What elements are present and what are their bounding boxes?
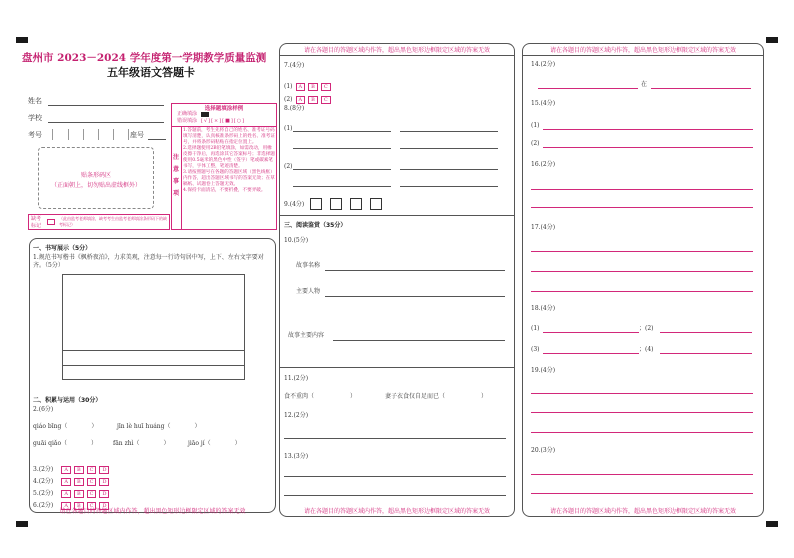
choice-option[interactable]: B	[74, 502, 84, 510]
answer-line[interactable]	[531, 432, 753, 433]
answer-line[interactable]	[293, 169, 391, 170]
choice-option[interactable]: C	[87, 478, 97, 486]
story-name-label: 故事名称	[296, 262, 321, 269]
choice-option[interactable]: C	[321, 96, 331, 104]
q14-label: 14.(2分)	[531, 61, 556, 68]
exam-number-field[interactable]	[52, 129, 128, 140]
choice-option[interactable]: D	[99, 466, 109, 474]
pinyin-item[interactable]: jīn lè huī huáng（ ）	[117, 423, 201, 430]
q18-sub-label: (3)	[531, 346, 540, 353]
choice-option[interactable]: B	[74, 490, 84, 498]
question-label: (2)	[284, 96, 293, 103]
barcode-title: 贴条形码区	[80, 172, 111, 179]
correct-fill-sample	[201, 112, 209, 117]
q12-label: 12.(2分)	[284, 412, 309, 419]
q15-sub-label: (2)	[531, 140, 540, 147]
answer-line[interactable]	[293, 186, 391, 187]
answer-line[interactable]	[660, 353, 752, 354]
answer-line[interactable]	[531, 393, 753, 394]
q2-label: 2.(6分)	[33, 406, 54, 413]
barcode-area	[38, 147, 154, 209]
answer-line[interactable]	[531, 474, 753, 475]
q18-sub-label: ；(4)	[639, 346, 654, 353]
answer-line[interactable]	[531, 412, 753, 413]
choice-option[interactable]: B	[74, 466, 84, 474]
calligraphy-grid[interactable]	[62, 274, 245, 380]
q15-sub-label: (1)	[531, 122, 540, 129]
timing-mark	[16, 37, 28, 43]
answer-line[interactable]	[400, 186, 498, 187]
answer-line[interactable]	[531, 271, 753, 272]
notice-side-divider	[181, 126, 182, 230]
q8-sub-label: (2)	[284, 163, 293, 170]
choice-option[interactable]: A	[296, 83, 306, 91]
header-divider	[279, 55, 515, 56]
answer-line[interactable]	[325, 270, 505, 271]
seat-label: 座号	[130, 131, 144, 139]
answer-line[interactable]	[543, 353, 639, 354]
answer-line[interactable]	[284, 476, 506, 477]
boundary-notice: 请在各题目的答题区域内作答，超出黑色矩形边框限定区域的答案无效	[549, 508, 736, 515]
main-character-label: 主要人物	[296, 288, 321, 295]
q1-text: 1.规范书写楷书《枫桥夜泊》，力求美观，注意每一行诗句居中写，上下、左右文字要对齐。（5分）	[33, 254, 264, 269]
question-label: 6.(2分)	[33, 502, 54, 509]
q7-label: 7.(4分)	[284, 62, 305, 69]
choice-option[interactable]: B	[308, 83, 318, 91]
answer-box[interactable]	[330, 198, 342, 210]
absent-label: 缺考标记	[31, 216, 42, 229]
notice-item: 1.答题前，考生先将自己的姓名、准考证号码填写清楚，认真核准条形码上的姓名、准考证号，并将条形码粘贴在指定位置上。	[183, 128, 275, 145]
choice-option[interactable]: C	[87, 490, 97, 498]
answer-box[interactable]	[310, 198, 322, 210]
barcode-note: （正面朝上，切勿贴出虚线框外）	[50, 182, 141, 189]
answer-box[interactable]	[370, 198, 382, 210]
section-divider	[279, 367, 515, 368]
notice-item: 2.选择题使用2B铅笔填涂，如需改动，用橡皮擦干净后，再选涂其它答案标号；非选择题使用0.5毫米的黑色中性（签字）笔或碳素笔书写，字体工整，笔迹清楚。	[183, 146, 275, 169]
q18-sub-label: ；(2)	[639, 325, 654, 332]
answer-line[interactable]	[293, 131, 391, 132]
question-label: 4.(2分)	[33, 478, 54, 485]
section-1-title: 一、书写展示（5分）	[33, 245, 92, 252]
choice-option[interactable]: A	[296, 96, 306, 104]
answer-line[interactable]	[400, 131, 498, 132]
timing-mark	[16, 521, 28, 527]
answer-line[interactable]	[284, 438, 506, 439]
pinyin-item[interactable]: qiáo bīng（ ）	[33, 423, 98, 430]
answer-line[interactable]	[293, 148, 391, 149]
absent-box	[28, 214, 170, 230]
answer-line[interactable]	[543, 332, 639, 333]
q20-label: 20.(3分)	[531, 447, 556, 454]
choice-option[interactable]: A	[61, 466, 71, 474]
notice-divider	[171, 126, 277, 127]
seat-field[interactable]	[148, 139, 166, 140]
answer-line[interactable]	[333, 340, 505, 341]
notice-side-label: 注意事项	[172, 154, 179, 197]
boundary-notice: 请在各题目的答题区域内作答，超出黑色矩形边框限定区域的答案无效	[303, 508, 490, 515]
answer-line[interactable]	[531, 251, 753, 252]
question-label: 3.(2分)	[33, 466, 54, 473]
pinyin-item[interactable]: fān zhì（ ）	[113, 440, 170, 447]
q14-connector: 在	[641, 81, 648, 88]
answer-line[interactable]	[400, 148, 498, 149]
answer-card-title: 五年级语文答题卡	[107, 66, 195, 79]
q18-sub-label: (1)	[531, 325, 540, 332]
answer-panel-3	[522, 43, 764, 517]
answer-line[interactable]	[538, 88, 638, 89]
question-label: 5.(2分)	[33, 490, 54, 497]
header-divider	[522, 55, 764, 56]
notice-list	[183, 128, 276, 194]
absent-checkbox[interactable]	[47, 219, 55, 225]
answer-line[interactable]	[543, 129, 753, 130]
answer-line[interactable]	[531, 291, 753, 292]
main-content-label: 故事主要内容	[288, 332, 325, 339]
section-2-title: 二、积累与运用（30分）	[33, 397, 102, 404]
answer-line[interactable]	[400, 169, 498, 170]
q19-label: 19.(4分)	[531, 367, 556, 374]
exam-title: 盘州市 2023－2024 学年度第一学期教学质量监测	[22, 52, 267, 64]
q11-item[interactable]: 妻子衣食仅自足而已（ ）	[385, 393, 488, 400]
q8-sub-label: (1)	[284, 125, 293, 132]
timing-mark	[766, 521, 778, 527]
answer-line[interactable]	[325, 296, 505, 297]
q16-label: 16.(2分)	[531, 161, 556, 168]
timing-mark	[766, 37, 778, 43]
school-label: 学校	[28, 114, 42, 122]
fill-example-title: 选择题填涂样例	[204, 106, 244, 112]
answer-line[interactable]	[531, 493, 753, 494]
answer-line[interactable]	[531, 189, 753, 190]
choice-option[interactable]: B	[74, 478, 84, 486]
pinyin-item[interactable]: jiāo jí（ ）	[188, 440, 241, 447]
name-label: 姓名	[28, 97, 42, 105]
section-3-title: 三、阅读鉴赏（35分）	[284, 222, 347, 229]
answer-line[interactable]	[651, 88, 751, 89]
choice-option[interactable]: B	[308, 96, 318, 104]
q8-label: 8.(8分)	[284, 105, 305, 112]
choice-option[interactable]: D	[99, 502, 109, 510]
absent-note: （此由监考老师填涂，缺考考生由监考老师填涂条形码下的缺考标记）	[59, 216, 167, 227]
wrong-fill-samples: [√][×][■][○]	[201, 118, 246, 124]
choice-option[interactable]: D	[99, 490, 109, 498]
boundary-notice: 请在各题目的答题区域内作答，超出黑色矩形边框限定区域的答案无效	[59, 508, 246, 515]
correct-fill-label: 正确填涂	[177, 111, 198, 117]
choice-option[interactable]: C	[321, 83, 331, 91]
choice-option[interactable]: A	[61, 478, 71, 486]
school-field[interactable]	[48, 122, 164, 123]
answer-line[interactable]	[531, 207, 753, 208]
choice-option[interactable]: D	[99, 478, 109, 486]
question-label: (1)	[284, 83, 293, 90]
boundary-notice: 请在各题目的答题区域内作答，超出黑色矩形边框限定区域的答案无效	[549, 47, 736, 54]
choice-option[interactable]: C	[87, 466, 97, 474]
q11-label: 11.(2分)	[284, 375, 309, 382]
notice-item: 3.请按照题号在各题的答题区域（黑色线框）内作答，超出答题区域书写的答案无效；在草稿纸、试题卷上答题无效。	[183, 170, 275, 187]
q11-item[interactable]: 食不重肉（ ）	[284, 393, 357, 400]
pinyin-item[interactable]: guāi qiǎo（ ）	[33, 440, 98, 447]
q9-label: 9.(4分)	[284, 201, 305, 208]
answer-line[interactable]	[660, 332, 752, 333]
answer-panel-2	[279, 43, 515, 517]
choice-option[interactable]: A	[61, 490, 71, 498]
answer-line[interactable]	[284, 495, 506, 496]
choice-row	[284, 86, 331, 105]
q18-label: 18.(4分)	[531, 305, 556, 312]
notice-item: 4.保持卡面清洁，不要折叠，不要弄破。	[183, 188, 266, 193]
wrong-fill-label: 错误填涂	[177, 118, 198, 124]
name-field[interactable]	[48, 105, 164, 106]
choice-option[interactable]: C	[87, 502, 97, 510]
choice-option[interactable]: A	[61, 502, 71, 510]
q17-label: 17.(4分)	[531, 224, 556, 231]
boundary-notice: 请在各题目的答题区域内作答，超出黑色矩形边框限定区域的答案无效	[303, 47, 490, 54]
q13-label: 13.(3分)	[284, 453, 309, 460]
exam-number-label: 考号	[28, 131, 42, 139]
q10-label: 10.(5分)	[284, 237, 309, 244]
answer-box[interactable]	[350, 198, 362, 210]
section-divider	[279, 215, 515, 216]
q15-label: 15.(4分)	[531, 100, 556, 107]
answer-line[interactable]	[543, 147, 753, 148]
